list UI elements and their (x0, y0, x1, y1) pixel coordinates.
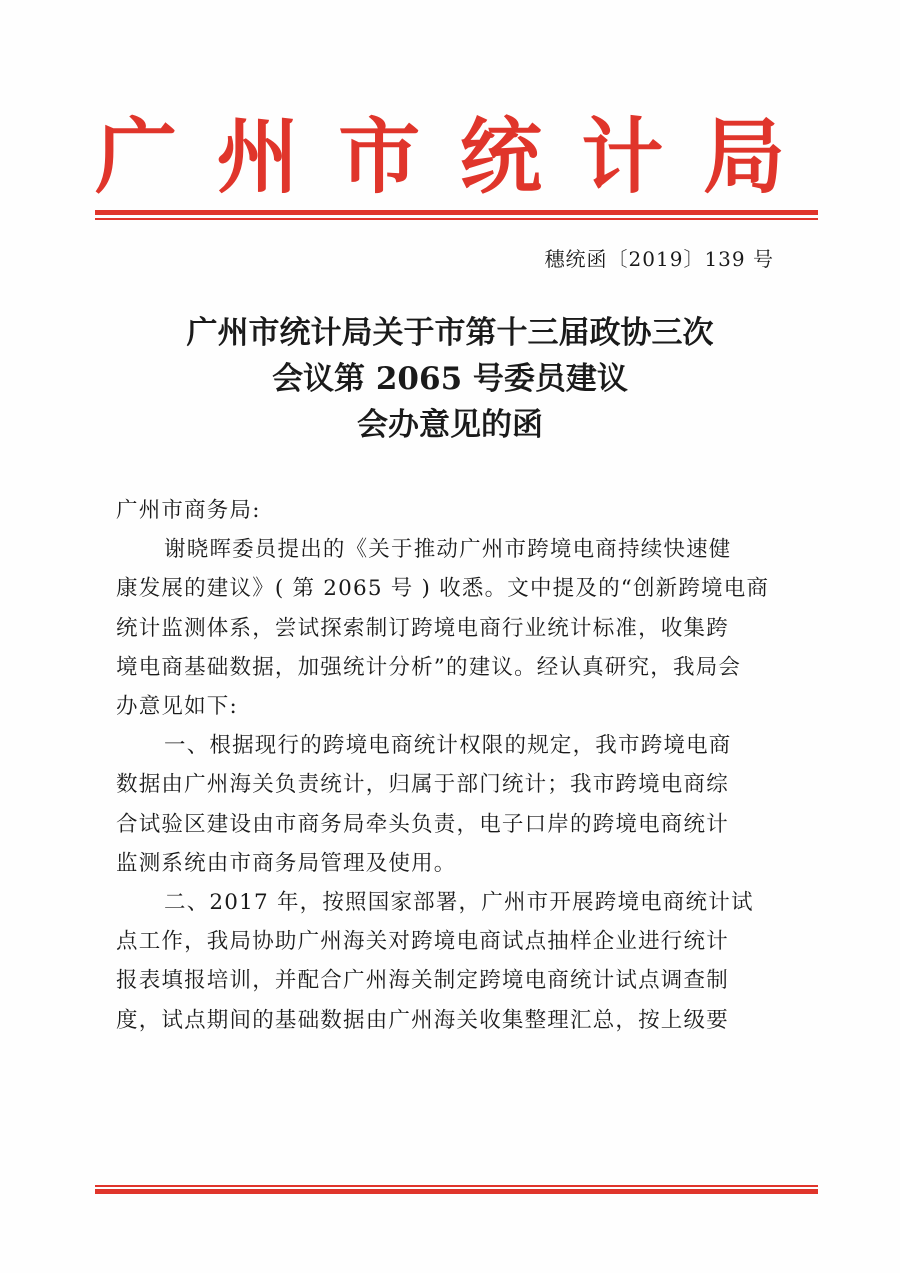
body-line: 监测系统由市商务局管理及使用。 (116, 850, 457, 876)
masthead-title (95, 109, 785, 205)
body-line: 数据由广州海关负责统计，归属于部门统计；我市跨境电商综 (116, 772, 729, 798)
masthead-char: 计 (581, 109, 664, 205)
masthead-char: 广 (95, 109, 178, 205)
masthead-char: 统 (459, 109, 542, 205)
body-line: 点工作，我局协助广州海关对跨境电商试点抽样企业进行统计 (116, 929, 729, 955)
document-number: 穗统函〔2019〕139 号 (544, 247, 774, 271)
body-line: 度，试点期间的基础数据由广州海关收集整理汇总，按上级要 (116, 1007, 729, 1033)
letter-body (116, 491, 782, 1040)
header-rule-thin (95, 218, 818, 220)
title-line: 会议第 2065 号委员建议 (272, 361, 628, 397)
title-line: 会办意见的函 (357, 407, 543, 443)
body-line: 报表填报培训，并配合广州海关制定跨境电商统计试点调查制 (116, 968, 729, 994)
masthead-char: 州 (216, 109, 299, 205)
masthead-char: 市 (338, 109, 421, 205)
body-line: 统计监测体系，尝试探索制订跨境电商行业统计标准，收集跨 (116, 615, 729, 641)
body-line: 康发展的建议》( 第 2065 号 ) 收悉。文中提及的“创新跨境电商 (116, 576, 770, 602)
body-line: 一、根据现行的跨境电商统计权限的规定，我市跨境电商 (164, 733, 732, 759)
document-title (80, 310, 820, 448)
body-line: 办意见如下: (116, 694, 238, 720)
body-line: 合试验区建设由市商务局牵头负责，电子口岸的跨境电商统计 (116, 811, 729, 837)
footer-rule-thick (95, 1189, 818, 1194)
title-line: 广州市统计局关于市第十三届政协三次 (186, 315, 714, 351)
body-line: 境电商基础数据，加强统计分析”的建议。经认真研究，我局会 (116, 654, 742, 680)
addressee: 广州市商务局: (116, 498, 261, 523)
body-line: 谢晓晖委员提出的《关于推动广州市跨境电商持续快速健 (164, 537, 732, 563)
body-line: 二、2017 年，按照国家部署，广州市开展跨境电商统计试 (164, 890, 754, 916)
footer-rule-thin (95, 1185, 818, 1187)
header-rule-thick (95, 210, 818, 215)
masthead-char: 局 (702, 109, 785, 205)
